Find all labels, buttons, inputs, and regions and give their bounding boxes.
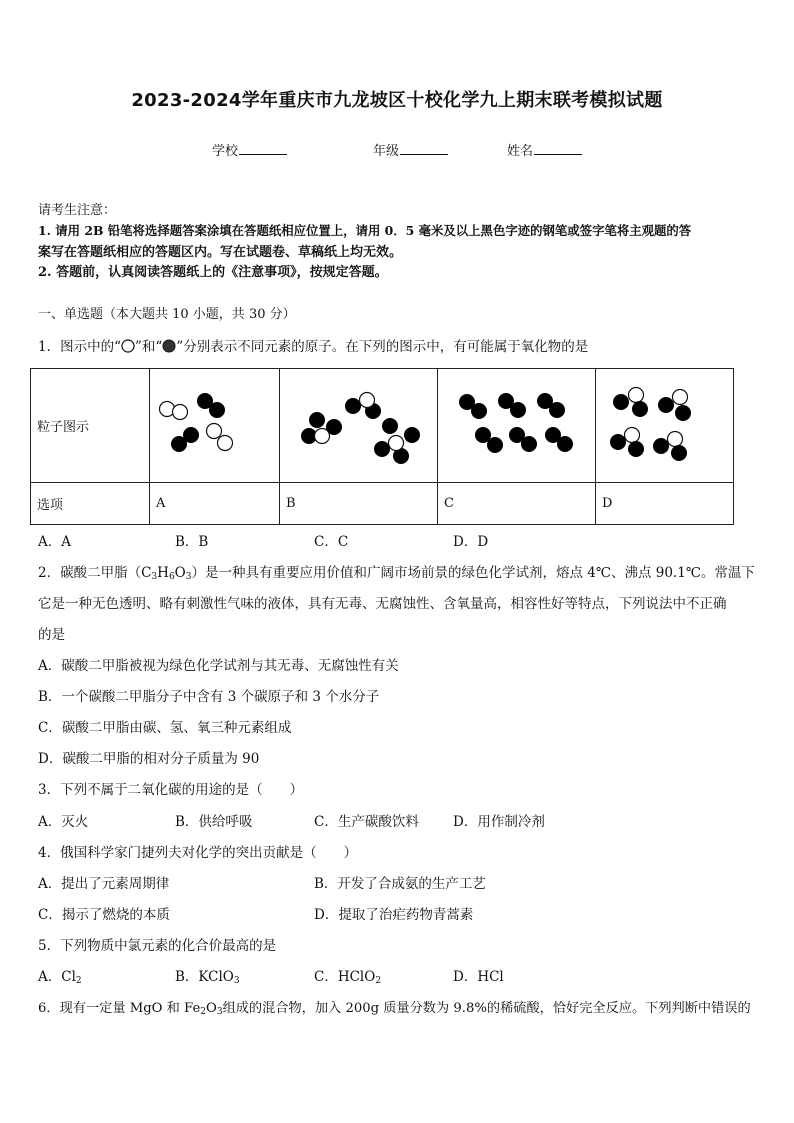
q5-b-sub: 3 (233, 976, 240, 986)
school-field[interactable] (212, 140, 287, 159)
q6-text-a: 6．现有一定量 MgO 和 Fe (38, 1001, 201, 1016)
diagram-c-svg (438, 369, 595, 482)
notice-line-2: 案写在答题纸相应的答题区内。写在试题卷、草稿纸上均无效。 (38, 245, 403, 260)
q1-answer-b[interactable]: B．B (175, 534, 209, 550)
q5-b-text: B．KClO (175, 969, 234, 985)
question-2-line-2: 它是一种无色透明、略有刺激性气味的液体，具有无毒、无腐蚀性、含氧量高，相容性好等特点，下列说法中不正确 (38, 596, 727, 612)
particle-table (30, 368, 734, 525)
q5-c-sub: 2 (375, 976, 382, 986)
option-c-label: C (444, 496, 454, 511)
q1-answer-a[interactable]: A．A (38, 534, 71, 550)
q2-option-b[interactable]: B．一个碳酸二甲脂分子中含有 3 个碳原子和 3 个水分子 (38, 689, 380, 705)
school-label: 学校 (212, 144, 239, 159)
q5-option-d[interactable] (453, 967, 504, 991)
q1-prefix: 1．图示中的“ (38, 339, 121, 355)
q5-option-b[interactable] (175, 967, 240, 991)
q2-text-a: 2．碳酸二甲脂（C (38, 565, 152, 581)
q2-sub-3: 3 (185, 572, 192, 582)
grade-blank[interactable] (400, 142, 448, 155)
particle-label-cell (31, 369, 150, 483)
q2-text-d: ）是一种具有重要应用价值和广阔市场前景的绿色化学试剂，熔点 4℃、沸点 90.1℃。常温下 (191, 565, 755, 581)
q2-sub-1: 3 (151, 572, 158, 582)
option-label: 选项 (37, 498, 64, 513)
notice-heading: 请考生注意： (38, 203, 117, 218)
q5-d-text: D．HCl (453, 969, 504, 985)
question-2-line-1 (38, 563, 755, 587)
question-6-stem (38, 999, 751, 1022)
q6-text-c: 组成的混合物，加入 200g 质量分数为 9.8%的稀硫酸，恰好完全反应。下列判断中错误的 (222, 1001, 751, 1016)
white-atom-icon (121, 339, 135, 359)
q6-sub-2: 3 (216, 1007, 223, 1017)
notice-line-1: 1. 请用 2B 铅笔将选择题答案涂填在答题纸相应位置上，请用 0．5 毫米及以上黑色字迹的钢笔或签字笔将主观题的答 (38, 223, 692, 238)
section-heading: 一、单选题（本大题共 10 小题，共 30 分） (38, 307, 296, 322)
particle-diagram-b (280, 369, 438, 483)
q4-option-a[interactable]: A．提出了元素周期律 (38, 876, 170, 892)
q6-sub-1: 2 (200, 1007, 207, 1017)
q5-option-a[interactable] (38, 967, 82, 991)
q2-text-c: O (174, 565, 186, 581)
option-cell-a (150, 483, 280, 525)
q6-text-b: O (206, 1001, 217, 1016)
q3-option-a[interactable]: A．灭火 (38, 814, 89, 830)
q1-mid: ”和“ (135, 339, 163, 355)
option-cell-d (596, 483, 734, 525)
q3-option-b[interactable]: B．供给呼吸 (175, 814, 253, 830)
option-b-label: B (286, 496, 296, 511)
question-2-line-3: 的是 (38, 627, 65, 643)
q4-option-c[interactable]: C．揭示了燃烧的本质 (38, 907, 170, 923)
q2-sub-2: 6 (168, 572, 175, 582)
q1-answer-c[interactable]: C．C (314, 534, 349, 550)
q1-suffix: ”分别表示不同元素的原子。在下列的图示中，有可能属于氧化物的是 (176, 339, 589, 355)
option-cell-c (438, 483, 596, 525)
q2-option-a[interactable]: A．碳酸二甲脂被视为绿色化学试剂与其无毒、无腐蚀性有关 (38, 658, 399, 674)
q5-option-c[interactable] (314, 967, 381, 991)
grade-label: 年级 (373, 144, 400, 159)
particle-diagram-c (438, 369, 596, 483)
q5-a-sub: 2 (75, 976, 82, 986)
question-3-stem: 3．下列不属于二氧化碳的用途的是（ ） (38, 782, 304, 798)
q2-option-c[interactable]: C．碳酸二甲脂由碳、氢、氧三种元素组成 (38, 720, 292, 736)
q4-option-b[interactable]: B．开发了合成氨的生产工艺 (314, 876, 486, 892)
q2-option-d[interactable]: D．碳酸二甲脂的相对分子质量为 90 (38, 751, 260, 767)
option-cell-b (280, 483, 438, 525)
question-4-stem: 4．俄国科学家门捷列夫对化学的突出贡献是（ ） (38, 845, 358, 861)
name-blank[interactable] (534, 142, 582, 155)
diagram-b-svg (280, 369, 437, 482)
particle-label: 粒子图示 (37, 420, 90, 435)
notice-line-3: 2. 答题前，认真阅读答题纸上的《注意事项》，按规定答题。 (38, 265, 388, 280)
q3-option-c[interactable]: C．生产碳酸饮料 (314, 814, 419, 830)
particle-diagram-a (150, 369, 280, 483)
school-blank[interactable] (239, 142, 287, 155)
name-label: 姓名 (507, 144, 534, 159)
page-title: 2023-2024学年重庆市九龙坡区十校化学九上期末联考模拟试题 (131, 90, 663, 111)
option-a-label: A (156, 496, 166, 511)
diagram-d-svg (596, 369, 733, 482)
particle-diagram-d (596, 369, 734, 483)
option-label-cell (31, 483, 150, 525)
q5-a-text: A．Cl (38, 969, 76, 985)
q4-option-d[interactable]: D．提取了治疟药物青蒿素 (314, 907, 474, 923)
q3-option-d[interactable]: D．用作制冷剂 (453, 814, 545, 830)
q5-c-text: C．HClO (314, 969, 376, 985)
question-5-stem: 5．下列物质中氯元素的化合价最高的是 (38, 938, 277, 954)
diagram-a-svg (150, 369, 279, 482)
black-atom-icon (162, 339, 176, 359)
name-field[interactable] (507, 140, 582, 159)
question-1-stem (38, 337, 588, 359)
q2-text-b: H (157, 565, 169, 581)
grade-field[interactable] (373, 140, 448, 159)
option-d-label: D (602, 496, 613, 511)
q1-answer-d[interactable]: D．D (453, 534, 489, 550)
